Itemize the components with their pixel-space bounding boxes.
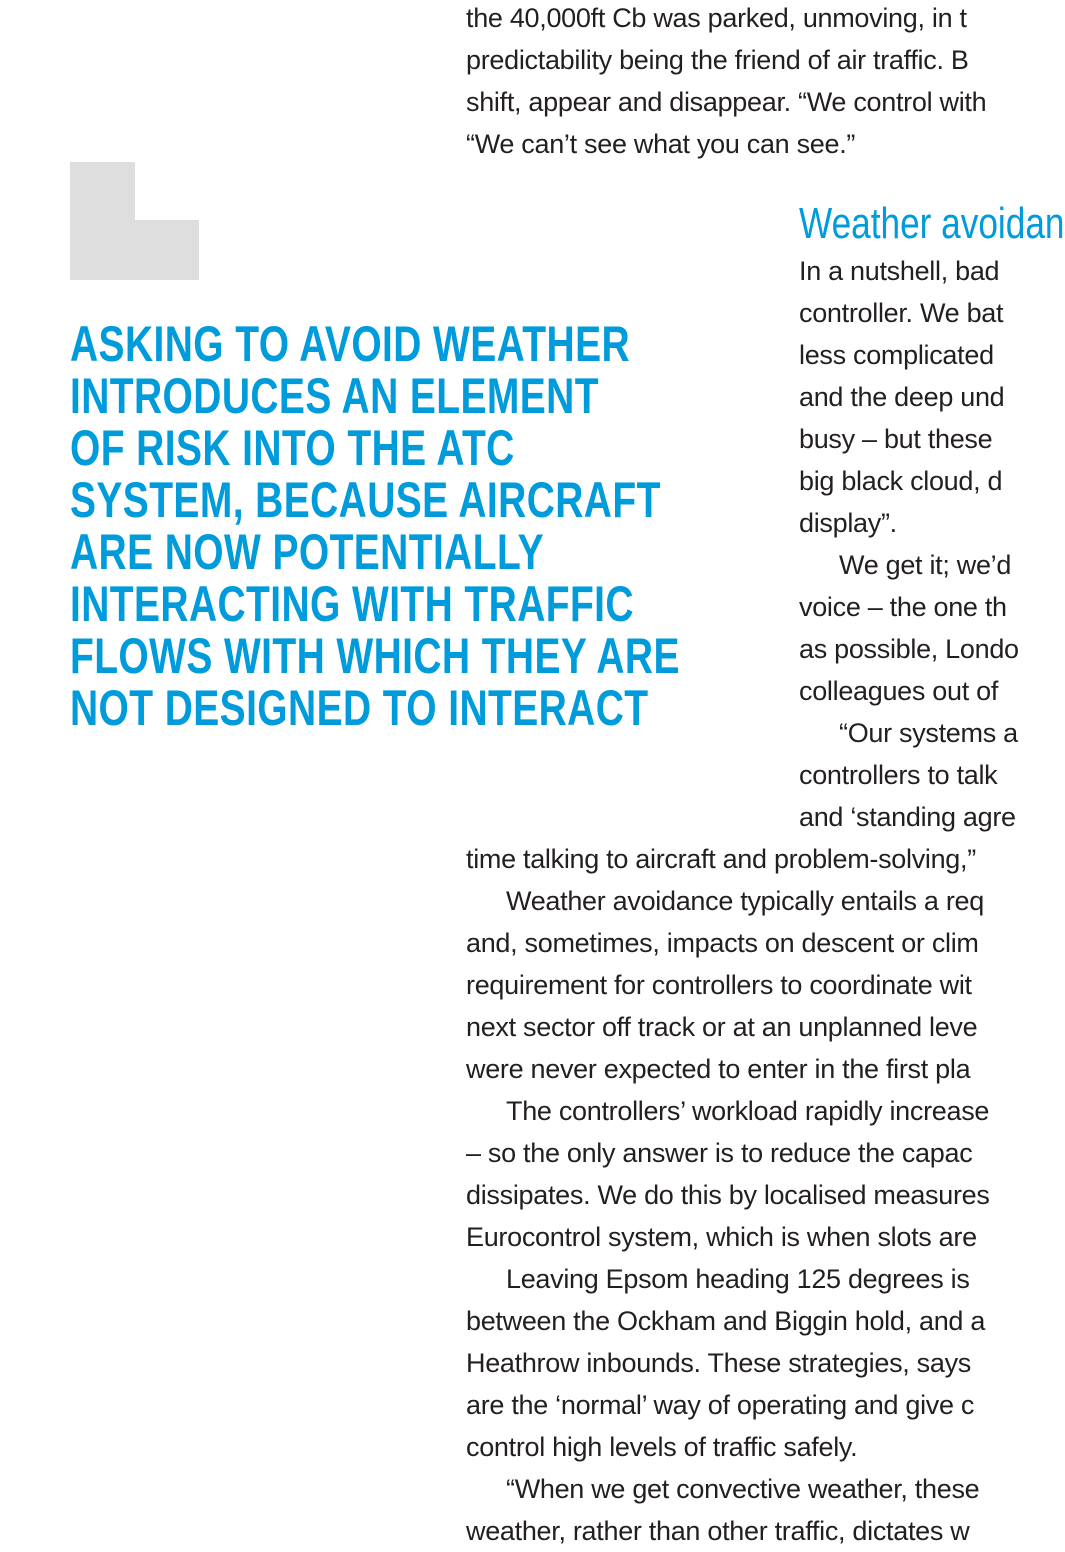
decorative-block [70,162,135,280]
pull-quote-line: INTRODUCES AN ELEMENT [70,368,599,424]
body-text-line: between the Ockham and Biggin hold, and a [466,1306,986,1336]
body-text-line: We get it; we’d [839,550,1012,580]
pull-quote-line: ASKING TO AVOID WEATHER [70,316,631,372]
body-text-line: next sector off track or at an unplanned leve [466,1012,978,1042]
body-text-line: and the deep und [799,382,1005,412]
body-text-line: The controllers’ workload rapidly increase [506,1096,990,1126]
body-text-line: “When we get convective weather, these [506,1474,980,1504]
body-text-line: weather, rather than other traffic, dictates w [466,1516,970,1546]
body-text-line: Heathrow inbounds. These strategies, says [466,1348,971,1378]
pull-quote-line: INTERACTING WITH TRAFFIC [70,576,634,632]
body-text-line: control high levels of traffic safely. [466,1432,858,1462]
pull-quote-line: ARE NOW POTENTIALLY [70,524,544,580]
body-text-line: In a nutshell, bad [799,256,1000,286]
body-text-line: requirement for controllers to coordinate wit [466,970,972,1000]
body-text-line: – so the only answer is to reduce the capac [466,1138,973,1168]
pull-quote-line: NOT DESIGNED TO INTERACT [70,680,649,736]
pull-quote-line: FLOWS WITH WHICH THEY ARE [70,628,680,684]
body-text-line: shift, appear and disappear. “We control with [466,87,987,117]
body-text-line: were never expected to enter in the first pla [466,1054,971,1084]
decorative-block-step [135,220,199,280]
body-text-line: are the ‘normal’ way of operating and give c [466,1390,975,1420]
section-heading: Weather avoidan [799,199,1065,248]
body-text-line: dissipates. We do this by localised measures [466,1180,990,1210]
body-text-line: display”. [799,508,897,538]
body-text-line: Weather avoidance typically entails a req [506,886,984,916]
body-text-line: predictability being the friend of air traffic. B [466,45,969,75]
body-text-line: Leaving Epsom heading 125 degrees is [506,1264,970,1294]
body-text-line: controllers to talk [799,760,998,790]
body-text-line: controller. We bat [799,298,1004,328]
body-text-line: big black cloud, d [799,466,1003,496]
body-text-line: time talking to aircraft and problem-solving,” [466,844,976,874]
pull-quote-line: OF RISK INTO THE ATC [70,420,515,476]
body-text-line: the 40,000ft Cb was parked, unmoving, in t [466,3,967,33]
body-text-line: “We can’t see what you can see.” [466,129,856,159]
body-text-line: colleagues out of [799,676,999,706]
body-text-line: as possible, Londo [799,634,1019,664]
pull-quote [70,316,680,736]
body-text-line: “Our systems a [839,718,1018,748]
body-text-line: less complicated [799,340,994,370]
body-text-line: and, sometimes, impacts on descent or clim [466,928,979,958]
pull-quote-line: SYSTEM, BECAUSE AIRCRAFT [70,472,661,528]
body-text-line: Eurocontrol system, which is when slots are [466,1222,977,1252]
body-text-line: and ‘standing agre [799,802,1016,832]
body-text-line: busy – but these [799,424,993,454]
body-text-line: voice – the one th [799,592,1007,622]
